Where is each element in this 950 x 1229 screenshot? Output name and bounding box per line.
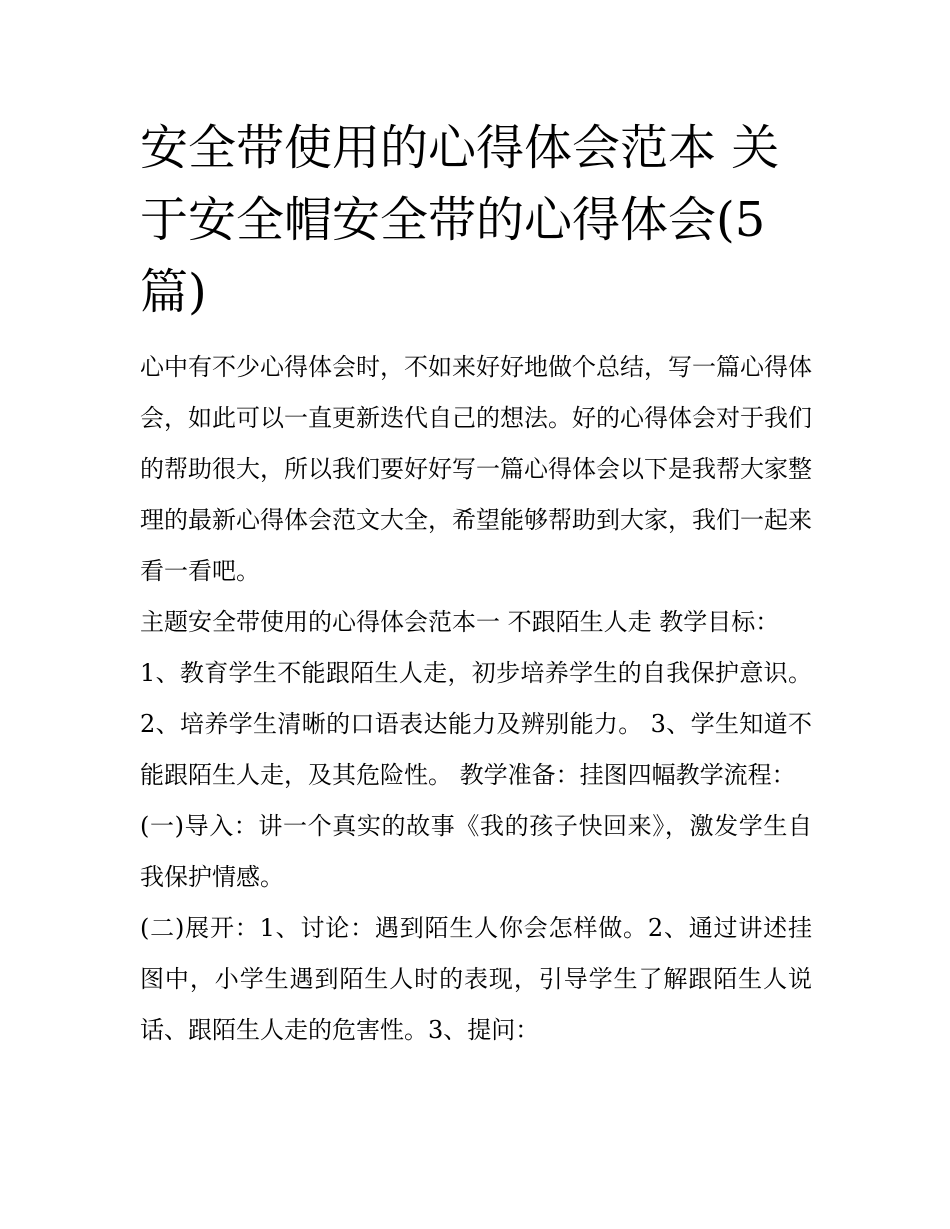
document-body	[140, 112, 812, 1056]
paragraph-development-step: (二)展开：1、讨论：遇到陌生人你会怎样做。2、通过讲述挂图中，小学生遇到陌生人时的表现，引导学生了解跟陌生人说话、跟陌生人走的危害性。3、提问：	[140, 914, 812, 1044]
document-title: 安全带使用的心得体会范本 关于安全帽安全带的心得体会(5篇)	[140, 120, 780, 320]
paragraph-topic: 主题安全带使用的心得体会范本一 不跟陌生人走 教学目标：	[140, 608, 780, 636]
paragraph-intro: 心中有不少心得体会时，不如来好好地做个总结，写一篇心得体会，如此可以一直更新迭代自己的想法。好的心得体会对于我们的帮助很大，所以我们要好好写一篇心得体会以下是我帮大家整理的最新心得体会范文大全，希望能够帮助到大家，我们一起来看一看吧。	[140, 353, 812, 585]
paragraph-goals: 1、教育学生不能跟陌生人走，初步培养学生的自我保护意识。2、培养学生清晰的口语表达能力及辨别能力。 3、学生知道不能跟陌生人走，及其危险性。 教学准备：挂图四幅教学流程：	[140, 659, 812, 789]
paragraph-introduction-step: (一)导入：讲一个真实的故事《我的孩子快回来》，激发学生自我保护情感。	[140, 812, 812, 891]
